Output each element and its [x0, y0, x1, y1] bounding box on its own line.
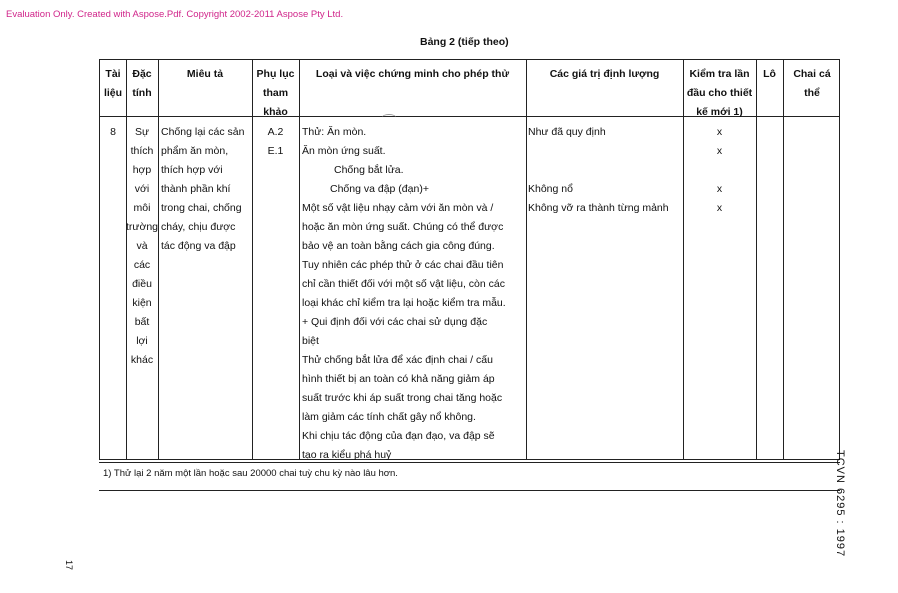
check-mark: x	[716, 145, 723, 157]
header-chai-ca-the: Chai cá thể	[793, 68, 831, 99]
header-lo: Lô	[763, 68, 776, 80]
column-divider	[783, 60, 784, 459]
scan-smudge	[382, 114, 396, 121]
cell-phu-luc: A.2 E.1	[267, 126, 284, 157]
check-mark: x	[716, 183, 723, 195]
cell-kiem-tra	[683, 123, 756, 218]
requirements-table	[99, 59, 840, 460]
header-mieu-ta: Miêu tả	[186, 68, 224, 80]
footnote-rule-bottom	[99, 490, 840, 491]
header-cac-gia-tri: Các giá trị định lượng	[549, 68, 660, 80]
cell-mieu-ta: Chống lại các sản phẩm ăn mòn, thích hợp với thành phần khí trong chai, chống cháy, chịu được tác động va đập	[161, 126, 245, 252]
standard-code-vertical: TCVN 6295 : 1997	[834, 450, 846, 558]
header-phu-luc: Phụ lục tham khảo	[256, 68, 295, 118]
column-divider	[158, 60, 159, 459]
page-number: 17	[64, 560, 74, 571]
footnote-rule-top	[99, 462, 840, 463]
column-divider	[756, 60, 757, 459]
header-kiem-tra: Kiểm tra lần đầu cho thiết kế mới 1)	[686, 68, 753, 118]
footnote: 1) Thử lại 2 năm một lần hoặc sau 20000 chai tuỳ chu kỳ nào lâu hơn.	[103, 468, 398, 479]
column-divider	[299, 60, 300, 459]
column-divider	[526, 60, 527, 459]
header-loai-va-viec: Loại và việc chứng minh cho phép thử	[315, 68, 510, 80]
cell-dac-tinh: Sự thích hợp với môi trường và các điều kiện bất lợi khác	[126, 126, 158, 366]
check-mark	[683, 161, 756, 180]
table-title: Bảng 2 (tiếp theo)	[420, 36, 509, 48]
cell-gia-tri: Như đã quy định Không nổ Không vỡ ra thành từng mảnh	[528, 126, 669, 214]
cell-tai-lieu: 8	[110, 126, 116, 138]
check-mark: x	[716, 126, 723, 138]
cell-loai-va-viec: Thử: Ăn mòn. Ăn mòn ứng suất. Chống bắt lửa. Chống va đập (đạn)+ Một số vật liệu nhạy cảm với ăn mòn và / hoặc ăn mòn ứng suất. Chúng có thể được bảo vệ an toàn bằng cách gia công đúng. Tuy nhiên các phép thử ở các chai đầu tiên chỉ cần thiết đối với một số vật liệu, còn các loại khác chỉ kiểm tra lại hoặc kiểm tra mẫu. + Qui định đối với các chai sử dụng đặc biệt Thử chống bắt lửa để xác định chai / cấu hình thiết bị an toàn có khả năng giảm áp suất trước khi áp suất trong chai tăng hoặc làm giảm các tính chất gây nổ không. Khi chịu tác động của đạn đạo, va đập sẽ tạo ra kiểu phá huỷ	[302, 126, 506, 461]
check-mark: x	[716, 202, 723, 214]
watermark-text: Evaluation Only. Created with Aspose.Pdf. Copyright 2002-2011 Aspose Pty Ltd.	[6, 9, 344, 20]
header-dac-tinh: Đặc tính	[132, 68, 152, 99]
header-tai-lieu: Tài liệu	[103, 68, 123, 99]
